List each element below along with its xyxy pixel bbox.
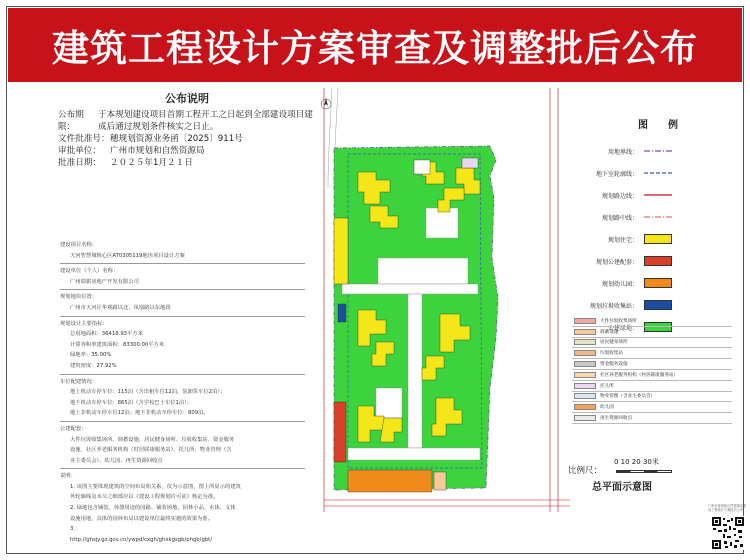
internal-road: [378, 258, 468, 284]
facility-item: [572, 402, 732, 413]
facility-swatch: [574, 372, 596, 378]
notice-value: 于本规划建设项目首期工程开工之日起到全部建设项目建成后通过规划条件核实之日止。: [98, 110, 313, 132]
facility-legend: [572, 316, 732, 424]
notice-approval-number: [58, 133, 316, 145]
notice-key: 公布期限：: [58, 110, 84, 132]
legend-label: 公建绿地：: [607, 324, 638, 332]
facility-label: 大件垃圾收集场所: [600, 318, 637, 324]
facility-label: 资金服务设施: [600, 362, 628, 368]
spec-line: 建设单位（个人）名称：: [60, 268, 119, 275]
spec-line: 车位配建情况：: [60, 378, 98, 385]
spec-line: 规划设计主要指标：: [60, 320, 108, 327]
kindergarten-swatch: [644, 278, 672, 288]
qr-caption: 广州市规划和自然资源局建设工程设计方案批后公布: [708, 504, 747, 512]
facility-swatch: [574, 393, 596, 399]
facility-label: 再生资源回收点: [600, 416, 633, 422]
facility-item: [572, 413, 732, 424]
legend-label: 规划路中线：: [601, 214, 638, 222]
legend-label: 规划住宅：: [607, 236, 638, 244]
spec-url[interactable]: http://ghsjy.gz.gov.cn/ywpd/cxgh/ghxkgsgb/phgb/gbt/: [70, 536, 213, 543]
facility-item: [572, 338, 732, 349]
spec-line: 总用地面积：36418.93平方米: [70, 331, 143, 338]
notice-key: 文件批准号：: [58, 134, 110, 144]
spec-line: 2. 绿地包含铺装、休憩用途的园路、铺装场地、园林小品、水体、文体: [70, 505, 236, 512]
facility-swatch: [574, 350, 596, 356]
internal-road: [348, 448, 480, 460]
residential-building: [334, 218, 348, 284]
legend-label: 用地界线：: [607, 148, 638, 156]
notice-period: [58, 109, 316, 133]
residential-swatch: [644, 234, 672, 244]
site-plan: [318, 88, 570, 512]
facility-swatch: [574, 339, 596, 345]
legend-label: 规划幼儿园：: [601, 280, 638, 288]
plan-title: 总平面示意图: [592, 482, 652, 493]
facility-label: 居民健身场所: [600, 340, 628, 346]
internal-road: [408, 294, 422, 448]
legend-label: 规划路边线：: [601, 192, 638, 200]
dashdot-line-icon: [644, 146, 672, 156]
notice-value: ２０２５年1月２１日: [110, 158, 193, 168]
scale-ticks: 0 10 20 30米: [614, 458, 659, 466]
kindergarten: [348, 470, 432, 492]
legend-item-site-boundary: [580, 145, 710, 157]
legend-item-public: [580, 255, 710, 267]
spec-line: 天河智慧城核心区AT0305119地块项目设计方案: [60, 251, 305, 265]
spec-line: 大件垃圾收集场所、调蓄设施、居民健身场所、垃圾收集站、资金服务: [70, 436, 235, 443]
facility-item: [572, 381, 732, 392]
facility-item: [572, 359, 732, 370]
legend-item-garbage: [580, 299, 710, 311]
road-line: [328, 88, 332, 188]
notice-value: 广州市规划和自然资源局: [110, 146, 205, 156]
facility-label: 物业管理（含业主委员会）: [600, 394, 656, 400]
facility-swatch: [574, 318, 596, 324]
facility-item: [572, 392, 732, 403]
dashed-line-icon: [644, 168, 672, 178]
facility-label: 垃圾收集站: [600, 351, 623, 357]
spec-line: 计算容积率建筑面积：83300.00平方米: [70, 341, 165, 348]
legend-title: 图 例: [638, 120, 678, 131]
facility-item: [572, 370, 732, 381]
legend-item-road-center: [580, 211, 710, 223]
title-banner: [8, 8, 742, 82]
spec-line: 公建配套：: [60, 425, 87, 432]
spec-line: 地上非机动车停车位12泊；地下非机动车停车位：809泊。: [60, 408, 305, 422]
notice-title: 公布说明: [165, 92, 209, 105]
facility-block: [462, 158, 478, 168]
notice-approving-unit: [58, 145, 316, 157]
spec-line: 设施用地，具体的园林布局以建设单位最终实施的效果为准。: [70, 515, 214, 522]
internal-road: [342, 284, 478, 294]
legend-item-basement: [580, 167, 710, 179]
spec-line: 建设项目名称：: [60, 242, 98, 248]
facility-label: 幼儿园: [600, 405, 614, 411]
public-facility: [334, 402, 346, 462]
notice-value: 穗规划资源业务函〔2025〕911号: [110, 134, 243, 144]
dashdot-line-icon: [644, 212, 672, 222]
spec-line: 建筑密度：27.92%: [60, 361, 305, 375]
spec-line: 地上机动车停车位：115泊（含出租车位12泊，装卸货车位2泊）；: [70, 389, 226, 396]
scale-bar-graphic: [616, 470, 672, 473]
legend-item-kindergarten: [580, 277, 710, 289]
facility-swatch: [574, 415, 596, 421]
legend-label: 地下室轮廓线：: [595, 170, 638, 178]
garbage-swatch: [644, 300, 672, 310]
qr-code-icon[interactable]: [711, 516, 745, 550]
notice-approval-date: [58, 157, 316, 169]
spec-line: 广州市天河区华观路以北、凤凰路以东地段: [60, 303, 305, 317]
facility-item: [572, 316, 732, 327]
facility-label: 社区养老服务机构（村居联康服务站）: [600, 372, 679, 378]
north-arrow-icon: [321, 98, 331, 109]
spec-line: 规划地块位置：: [60, 294, 98, 301]
facility-block: [434, 472, 446, 490]
legend-item-residential: [580, 233, 710, 245]
facility-item: [572, 327, 732, 338]
spec-line: 设施、社区养老服务机构（村居联康服务站）、托儿所、物业管理（含: [70, 447, 232, 454]
spec-line: 3.: [70, 526, 76, 533]
legend-label: 规划垃圾收集站：: [589, 302, 638, 310]
facility-item: [572, 348, 732, 359]
spec-line: 业主委员会）、幼儿园、再生资源回收点: [60, 456, 305, 470]
internal-road: [426, 208, 458, 238]
facility-block: [414, 160, 430, 174]
spec-line: 绿地率：35.00%: [70, 352, 112, 359]
solid-line-icon: [644, 190, 672, 200]
spec-line: 1. 该图主要体现建筑的空间布局和关系，仅为示意图，图上所显示的建筑: [70, 483, 241, 490]
facility-swatch: [574, 329, 596, 335]
public-swatch: [644, 256, 672, 266]
legend-item-road-edge: [580, 189, 710, 201]
facility-swatch: [574, 361, 596, 367]
page-title: 建筑工程设计方案审查及调整批后公布: [52, 27, 698, 70]
facility-label: 托儿所: [600, 383, 614, 389]
internal-road: [376, 388, 402, 418]
facility-label: 调蓄设施: [600, 329, 619, 335]
spec-line: 外轮廓线及未尽之细部应以《建设工程规划许可证》核定为准。: [70, 494, 219, 501]
facility-swatch: [574, 404, 596, 410]
legend-label: 规划公建配套：: [595, 258, 638, 266]
spec-line: 说明：: [60, 473, 76, 480]
project-spec: [60, 240, 305, 545]
notice-key: 审批单位：: [58, 146, 101, 156]
scale-label: 比例尺：: [568, 466, 603, 476]
spec-line: 广州瑞骐房地产开发有限公司: [60, 277, 305, 291]
spec-line: 地下机动车停车位：865泊（含学校巴士车位1泊）；: [70, 399, 193, 406]
notice-key: 批准日期：: [58, 158, 101, 168]
facility-swatch: [574, 383, 596, 389]
garbage-station: [338, 304, 346, 322]
